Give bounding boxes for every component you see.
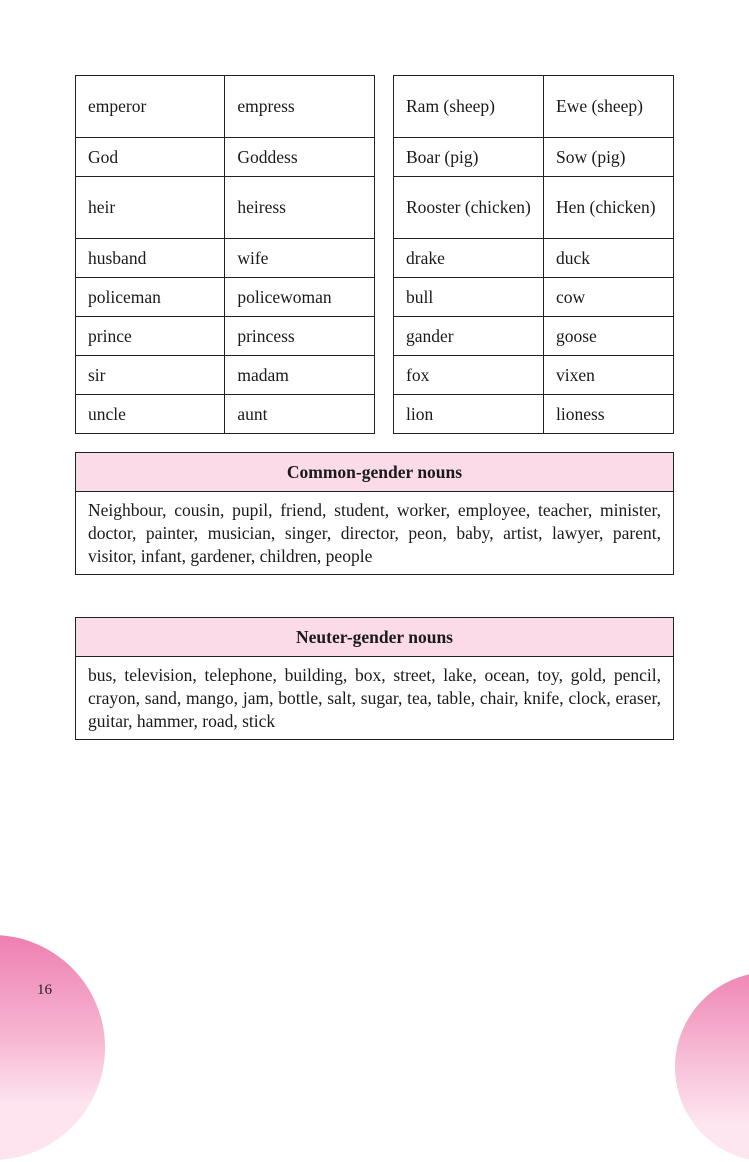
common-gender-title: Common-gender nouns: [76, 453, 673, 492]
feminine-cell: policewoman: [225, 278, 375, 317]
neuter-gender-list: bus, television, telephone, building, box, street, lake, ocean, toy, gold, pencil, crayon, sand, mango, jam, bottle, salt, sugar, tea, table, chair, knife, clock, eraser, guitar, hammer, road, stick: [88, 665, 661, 731]
table-row: [76, 278, 375, 317]
feminine-cell: Sow (pig): [544, 138, 674, 177]
page-number: 16: [37, 982, 52, 998]
feminine-cell: vixen: [544, 356, 674, 395]
neuter-gender-box: [75, 617, 674, 740]
masculine-cell: God: [76, 138, 225, 177]
pink-corner-decoration-right: [675, 972, 749, 1162]
common-gender-list: Neighbour, cousin, pupil, friend, student, worker, employee, teacher, minister, doctor, painter, musician, singer, director, peon, baby, artist, lawyer, parent, visitor, infant, gardener, children, people: [88, 500, 661, 566]
masculine-cell: sir: [76, 356, 225, 395]
gender-pairs-table-animals: [393, 75, 674, 434]
feminine-cell: duck: [544, 239, 674, 278]
table-row: [394, 239, 674, 278]
masculine-cell: Rooster (chicken): [394, 177, 544, 239]
table-row: [76, 138, 375, 177]
table-row: [394, 317, 674, 356]
feminine-cell: madam: [225, 356, 375, 395]
feminine-cell: cow: [544, 278, 674, 317]
table-row: [76, 395, 375, 434]
masculine-cell: Boar (pig): [394, 138, 544, 177]
masculine-cell: uncle: [76, 395, 225, 434]
feminine-cell: wife: [225, 239, 375, 278]
feminine-cell: empress: [225, 76, 375, 138]
masculine-cell: lion: [394, 395, 544, 434]
pink-corner-decoration-left: [0, 935, 105, 1160]
feminine-cell: goose: [544, 317, 674, 356]
table-row: [394, 356, 674, 395]
masculine-cell: policeman: [76, 278, 225, 317]
masculine-cell: bull: [394, 278, 544, 317]
feminine-cell: aunt: [225, 395, 375, 434]
table-row: [394, 278, 674, 317]
table-row: [76, 177, 375, 239]
masculine-cell: prince: [76, 317, 225, 356]
table-row: [394, 76, 674, 138]
table-row: [76, 239, 375, 278]
feminine-cell: Ewe (sheep): [544, 76, 674, 138]
neuter-gender-title: Neuter-gender nouns: [76, 618, 673, 657]
common-gender-box: [75, 452, 674, 575]
feminine-cell: princess: [225, 317, 375, 356]
masculine-cell: Ram (sheep): [394, 76, 544, 138]
feminine-cell: heiress: [225, 177, 375, 239]
table-row: [394, 138, 674, 177]
table-row: [76, 76, 375, 138]
gender-pairs-table-people: [75, 75, 375, 434]
table-row: [394, 177, 674, 239]
table-row: [394, 395, 674, 434]
feminine-cell: lioness: [544, 395, 674, 434]
feminine-cell: Hen (chicken): [544, 177, 674, 239]
masculine-cell: drake: [394, 239, 544, 278]
table-row: [76, 317, 375, 356]
feminine-cell: Goddess: [225, 138, 375, 177]
masculine-cell: husband: [76, 239, 225, 278]
masculine-cell: emperor: [76, 76, 225, 138]
masculine-cell: heir: [76, 177, 225, 239]
masculine-cell: fox: [394, 356, 544, 395]
table-row: [76, 356, 375, 395]
masculine-cell: gander: [394, 317, 544, 356]
